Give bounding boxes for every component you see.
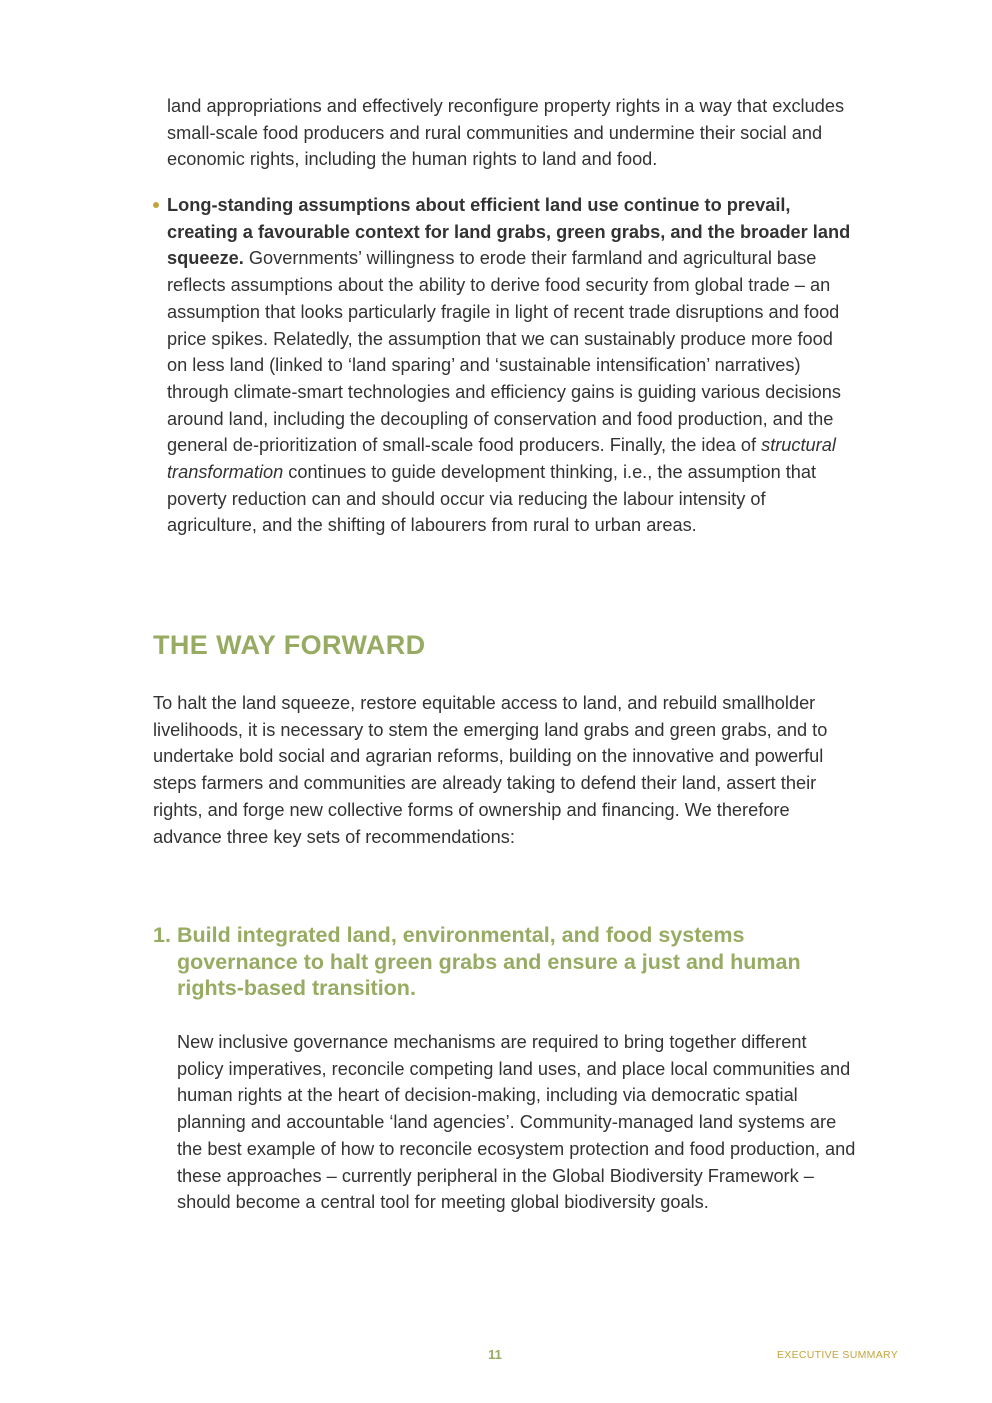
- recommendation-number: 1.: [153, 923, 171, 947]
- continuation-paragraph: land appropriations and effectively reconfigure property rights in a way that excludes small-scale food producers and rural communities and undermine their social and economic rights, including the human rights to land and food.: [167, 96, 845, 170]
- bullet-dot-icon: [153, 202, 159, 208]
- page-number: 11: [488, 1347, 502, 1362]
- recommendation-heading: [153, 922, 853, 1002]
- bullet-bold-lead: Long-standing assumptions about efficient land use continue to prevail, creating a favourable context for land grabs, green grabs, and the broader land squeeze.: [167, 195, 851, 269]
- bullet-text-part-2: continues to guide development thinking, i.e., the assumption that poverty reduction can and should occur via reducing the labour intensity of agriculture, and the shifting of labourers from rural to urban areas.: [167, 462, 817, 536]
- recommendation-body: New inclusive governance mechanisms are required to bring together different policy imperatives, reconcile competing land uses, and place local communities and human rights at the heart of decision-making, including via democratic spatial planning and accountable ‘land agencies’. Community-managed land systems are the best example of how to reconcile ecosystem protection and food production, and these approaches – currently peripheral in the Global Biodiversity Framework – should become a central tool for meeting global biodiversity goals.: [177, 1032, 856, 1213]
- footer-section-label: EXECUTIVE SUMMARY: [776, 1349, 898, 1361]
- bullet-italic-term: structural transformation: [167, 435, 836, 483]
- bullet-item: [153, 192, 857, 539]
- bullet-text-part-1: Governments’ willingness to erode their farmland and agricultural base reflects assumptions about the ability to derive food security from global trade – an assumption that looks particularly fragile in light of recent trade disruptions and food price spikes. Relatedly, the assumption that we can sustainably produce more food on less land (linked to ‘land sparing’ and ‘sustainable intensification’ narratives) through climate-smart technologies and efficiency gains is guiding various decisions around land, including the decoupling of conservation and food production, and the general de-prioritization of small-scale food producers. Finally, the idea of: [167, 248, 841, 456]
- bullet-paragraph: [167, 192, 857, 539]
- section-heading: THE WAY FORWARD: [153, 630, 426, 660]
- recommendation-title: Build integrated land, environmental, and food systems governance to halt green grabs and ensure a just and human rights-based transition.: [177, 923, 801, 1000]
- intro-paragraph: To halt the land squeeze, restore equitable access to land, and rebuild smallholder livelihoods, it is necessary to stem the emerging land grabs and green grabs, and to undertake bold social and agrarian reforms, building on the innovative and powerful steps farmers and communities are already taking to defend their land, assert their rights, and forge new collective forms of ownership and financing. We therefore advance three key sets of recommendations:: [153, 693, 828, 847]
